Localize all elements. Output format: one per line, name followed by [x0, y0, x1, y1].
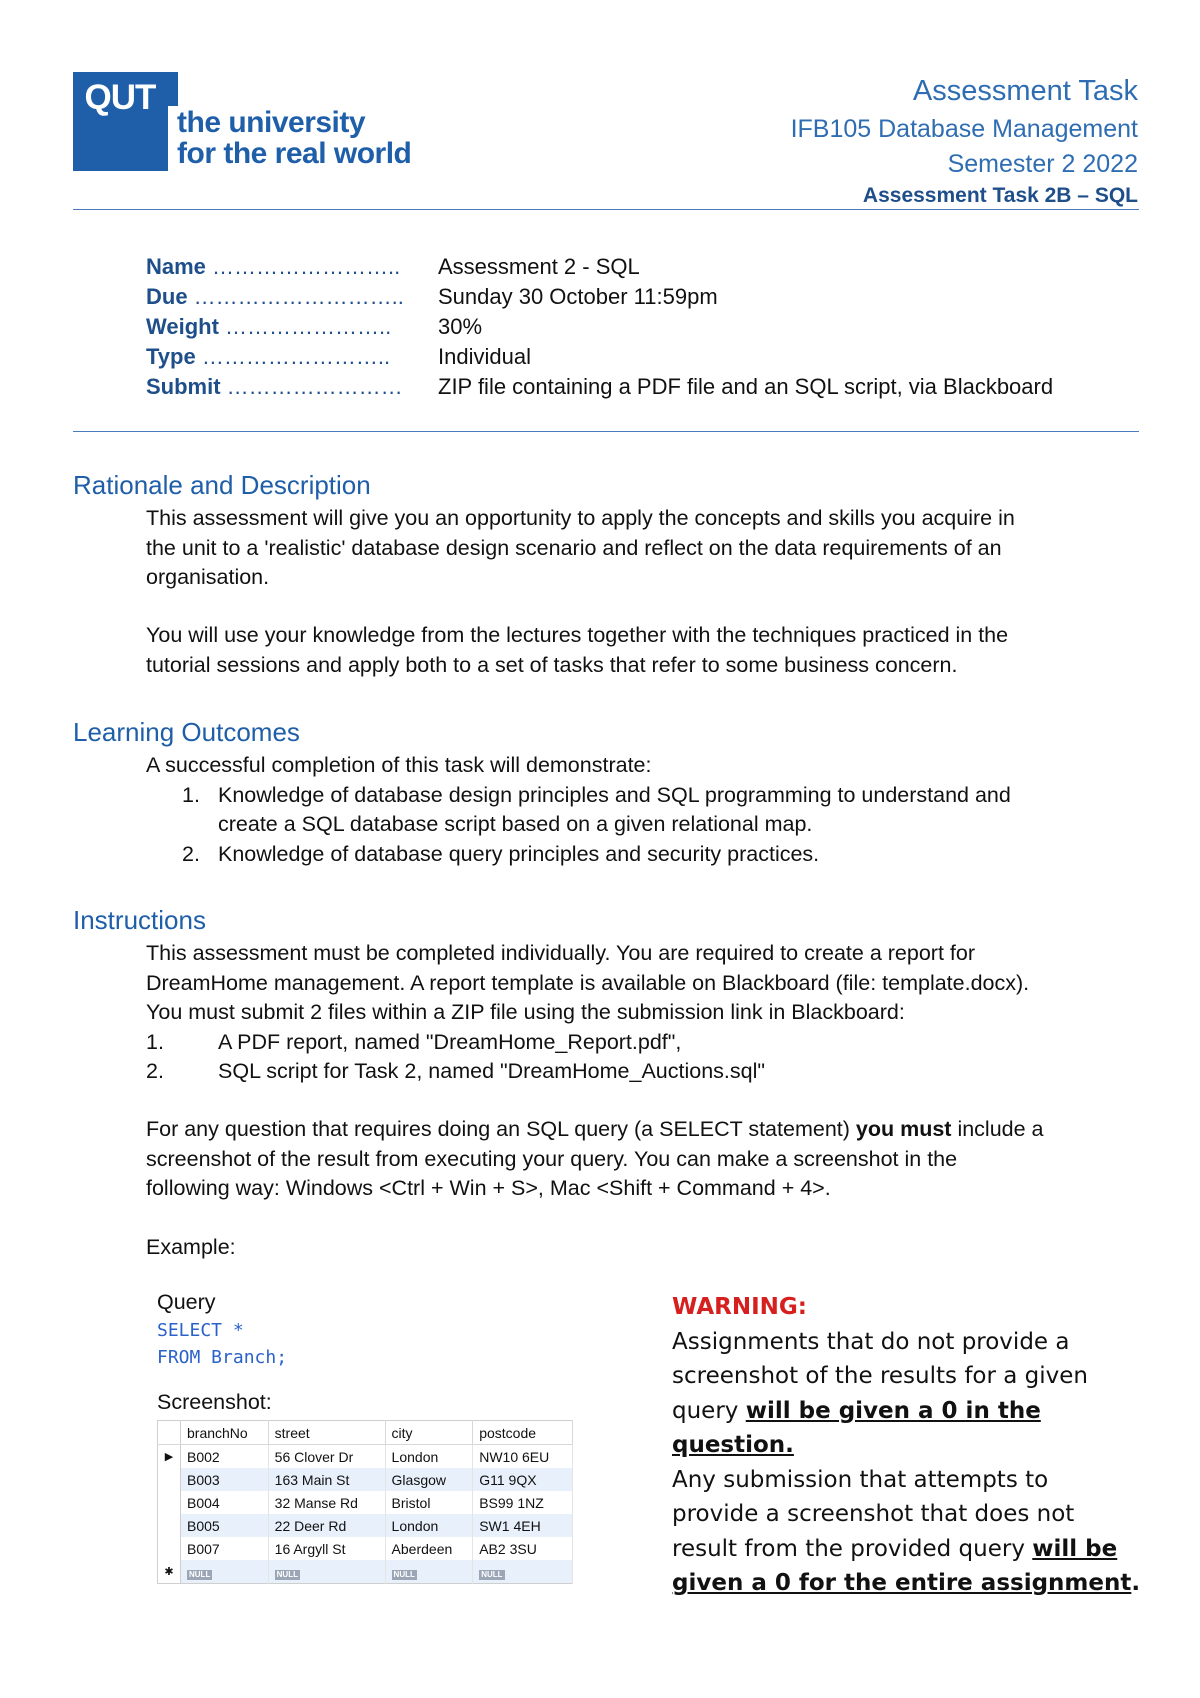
header-semester: Semester 2 2022	[947, 150, 1138, 178]
new-row-asterisk-icon: ✱	[158, 1560, 181, 1584]
text-span: query	[672, 1397, 746, 1424]
row-header	[158, 1491, 181, 1514]
list-number: 2.	[146, 1059, 164, 1083]
heading-instructions: Instructions	[73, 905, 206, 935]
table-row	[158, 1537, 573, 1560]
table-cell: NW10 6EU	[473, 1445, 573, 1469]
text-line: You will use your knowledge from the lectures together with the techniques practiced in the	[146, 623, 1009, 647]
info-value: Sunday 30 October 11:59pm	[438, 284, 718, 309]
table-cell: AB2 3SU	[473, 1537, 573, 1560]
list-text	[218, 781, 1011, 840]
sql-code-line-2: FROM Branch;	[157, 1347, 288, 1368]
outcomes-list	[146, 751, 1136, 869]
row-header	[158, 1537, 181, 1560]
text-line: create a SQL database script based on a given relational map.	[218, 812, 813, 836]
text-line	[672, 1394, 1142, 1429]
table-cell: G11 9QX	[473, 1468, 573, 1491]
instructions-body	[146, 939, 1136, 1087]
qut-logo-band	[168, 72, 178, 106]
list-item	[146, 1057, 1136, 1087]
row-header	[158, 1514, 181, 1537]
info-row-type	[146, 342, 1053, 372]
list-number: 2.	[182, 841, 200, 866]
sql-code-line-1: SELECT *	[157, 1320, 244, 1341]
text-line: the unit to a 'realistic' database design scenario and reflect on the data requirements of an	[146, 535, 1002, 560]
table-cell: B005	[181, 1514, 269, 1537]
table-cell: 32 Manse Rd	[268, 1491, 385, 1514]
null-badge: NULL	[481, 1569, 503, 1579]
text-span: include a	[951, 1117, 1044, 1141]
table-cell: London	[385, 1445, 473, 1469]
text-line: Assignments that do not provide a	[672, 1328, 1070, 1355]
qut-logo-tagline	[177, 107, 411, 169]
text-line	[672, 1428, 1142, 1463]
table-cell: B004	[181, 1491, 269, 1514]
table-cell	[181, 1560, 269, 1584]
table-cell: 56 Clover Dr	[268, 1445, 385, 1469]
assessment-info	[146, 252, 1053, 402]
list-item	[146, 781, 1136, 840]
table-cell: Aberdeen	[385, 1537, 473, 1560]
column-header: postcode	[473, 1421, 573, 1445]
grid-header-row	[158, 1421, 573, 1445]
text-span: result from the provided query	[672, 1535, 1033, 1562]
list-text: Knowledge of database query principles and security practices.	[218, 841, 820, 866]
outcomes-intro: A successful completion of this task will demonstrate:	[146, 753, 652, 777]
text-line: screenshot of the results for a given	[672, 1363, 1088, 1389]
qut-logo-mark	[73, 72, 168, 171]
info-value: Individual	[438, 344, 531, 369]
header-title: Assessment Task	[912, 75, 1138, 107]
info-row-due	[146, 282, 1053, 312]
header-divider	[73, 209, 1139, 210]
info-dots: ……………………	[220, 374, 403, 399]
table-cell: Bristol	[385, 1491, 473, 1514]
list-number: 1.	[146, 1029, 164, 1054]
current-row-icon: ▶	[158, 1445, 181, 1469]
emphasis-you-must: you must	[855, 1117, 952, 1141]
example-label: Example:	[146, 1235, 236, 1259]
table-cell: 163 Main St	[268, 1468, 385, 1491]
warning-box	[672, 1290, 1142, 1601]
list-number: 1.	[182, 782, 200, 807]
heading-rationale: Rationale and Description	[73, 470, 371, 500]
table-cell: B002	[181, 1445, 269, 1469]
table-cell	[268, 1560, 385, 1584]
column-header: street	[268, 1421, 385, 1445]
null-badge: NULL	[189, 1569, 211, 1579]
row-header-corner	[158, 1421, 181, 1445]
underlined-text: will be given a 0 in the	[745, 1397, 1041, 1424]
info-value: ZIP file containing a PDF file and an SQL script, via Blackboard	[438, 374, 1054, 399]
text-line	[672, 1532, 1142, 1567]
table-row	[158, 1491, 573, 1514]
result-grid	[157, 1420, 573, 1584]
text-line: organisation.	[146, 565, 270, 589]
info-row-name	[146, 252, 1053, 282]
text-line: tutorial sessions and apply both to a set of tasks that refer to some business concern.	[146, 652, 958, 677]
qut-logo	[73, 72, 443, 172]
text-line: following way: Windows <Ctrl + Win + S>, Mac <Shift + Command + 4>.	[146, 1176, 831, 1200]
text-line: DreamHome management. A report template is available on Blackboard (file: template.docx).	[146, 970, 1030, 995]
null-badge: NULL	[393, 1569, 415, 1579]
table-cell: 22 Deer Rd	[268, 1514, 385, 1537]
text-span: .	[1131, 1570, 1141, 1596]
warning-title: WARNING:	[672, 1294, 807, 1320]
list-item	[146, 840, 1136, 870]
table-cell	[473, 1560, 573, 1584]
info-value: Assessment 2 - SQL	[438, 254, 640, 279]
info-dots: ……………………..	[205, 254, 401, 279]
info-label: Weight	[146, 314, 219, 339]
logo-line-2: for the real world	[177, 137, 412, 170]
screenshot-label: Screenshot:	[157, 1390, 272, 1414]
instructions-screenshot-note	[146, 1115, 1136, 1204]
text-line: screenshot of the result from executing your query. You can make a screenshot in the	[146, 1146, 958, 1171]
text-line: This assessment will give you an opportunity to apply the concepts and skills you acquire in	[146, 506, 1015, 530]
list-item	[146, 1028, 1136, 1058]
info-label: Name	[146, 254, 206, 279]
table-cell: London	[385, 1514, 473, 1537]
null-badge: NULL	[276, 1569, 298, 1579]
table-row	[158, 1468, 573, 1491]
logo-line-1: the university	[177, 106, 366, 139]
info-dots: …………………..	[218, 314, 392, 339]
table-cell: B003	[181, 1468, 269, 1491]
info-dots: ………………………..	[187, 284, 404, 309]
table-cell: Glasgow	[385, 1468, 473, 1491]
info-value: 30%	[438, 314, 483, 339]
text-line: provide a screenshot that does not	[672, 1501, 1075, 1527]
info-dots: ……………………..	[195, 344, 391, 369]
info-label: Submit	[146, 374, 221, 399]
text-line: Any submission that attempts to	[672, 1466, 1049, 1493]
table-cell: B007	[181, 1537, 269, 1560]
qut-logo-letters: QUT	[84, 78, 156, 117]
table-row	[158, 1445, 573, 1469]
table-cell: 16 Argyll St	[268, 1537, 385, 1560]
column-header: city	[385, 1421, 473, 1445]
heading-learning-outcomes: Learning Outcomes	[73, 717, 300, 747]
text-line	[672, 1566, 1142, 1601]
row-header	[158, 1468, 181, 1491]
info-label: Type	[146, 344, 196, 369]
table-row	[158, 1514, 573, 1537]
list-text: A PDF report, named "DreamHome_Report.pdf",	[218, 1029, 682, 1054]
table-cell: BS99 1NZ	[473, 1491, 573, 1514]
text-line: This assessment must be completed individually. You are required to create a report for	[146, 941, 975, 965]
text-line: Knowledge of database design principles and SQL programming to understand and	[218, 782, 1011, 807]
text-span: For any question that requires doing an SQL query (a SELECT statement)	[146, 1117, 856, 1141]
rationale-paragraph-2	[146, 621, 1136, 680]
header-task: Assessment Task 2B – SQL	[862, 184, 1138, 207]
query-label: Query	[157, 1290, 216, 1314]
info-row-submit	[146, 372, 1053, 402]
underlined-text: question.	[672, 1432, 794, 1458]
underlined-text: given a 0 for the entire assignment	[672, 1570, 1132, 1596]
text-line: You must submit 2 files within a ZIP file using the submission link in Blackboard:	[146, 1000, 905, 1024]
text-line	[146, 1115, 1136, 1145]
table-cell: SW1 4EH	[473, 1514, 573, 1537]
header-unit: IFB105 Database Management	[790, 115, 1138, 143]
column-header: branchNo	[181, 1421, 269, 1445]
info-label: Due	[146, 284, 188, 309]
rationale-paragraph-1	[146, 504, 1136, 593]
list-text: SQL script for Task 2, named "DreamHome_Auctions.sql"	[218, 1059, 766, 1083]
info-divider	[73, 431, 1139, 432]
new-row	[158, 1560, 573, 1584]
underlined-text: will be	[1032, 1535, 1118, 1562]
info-row-weight	[146, 312, 1053, 342]
table-cell	[385, 1560, 473, 1584]
